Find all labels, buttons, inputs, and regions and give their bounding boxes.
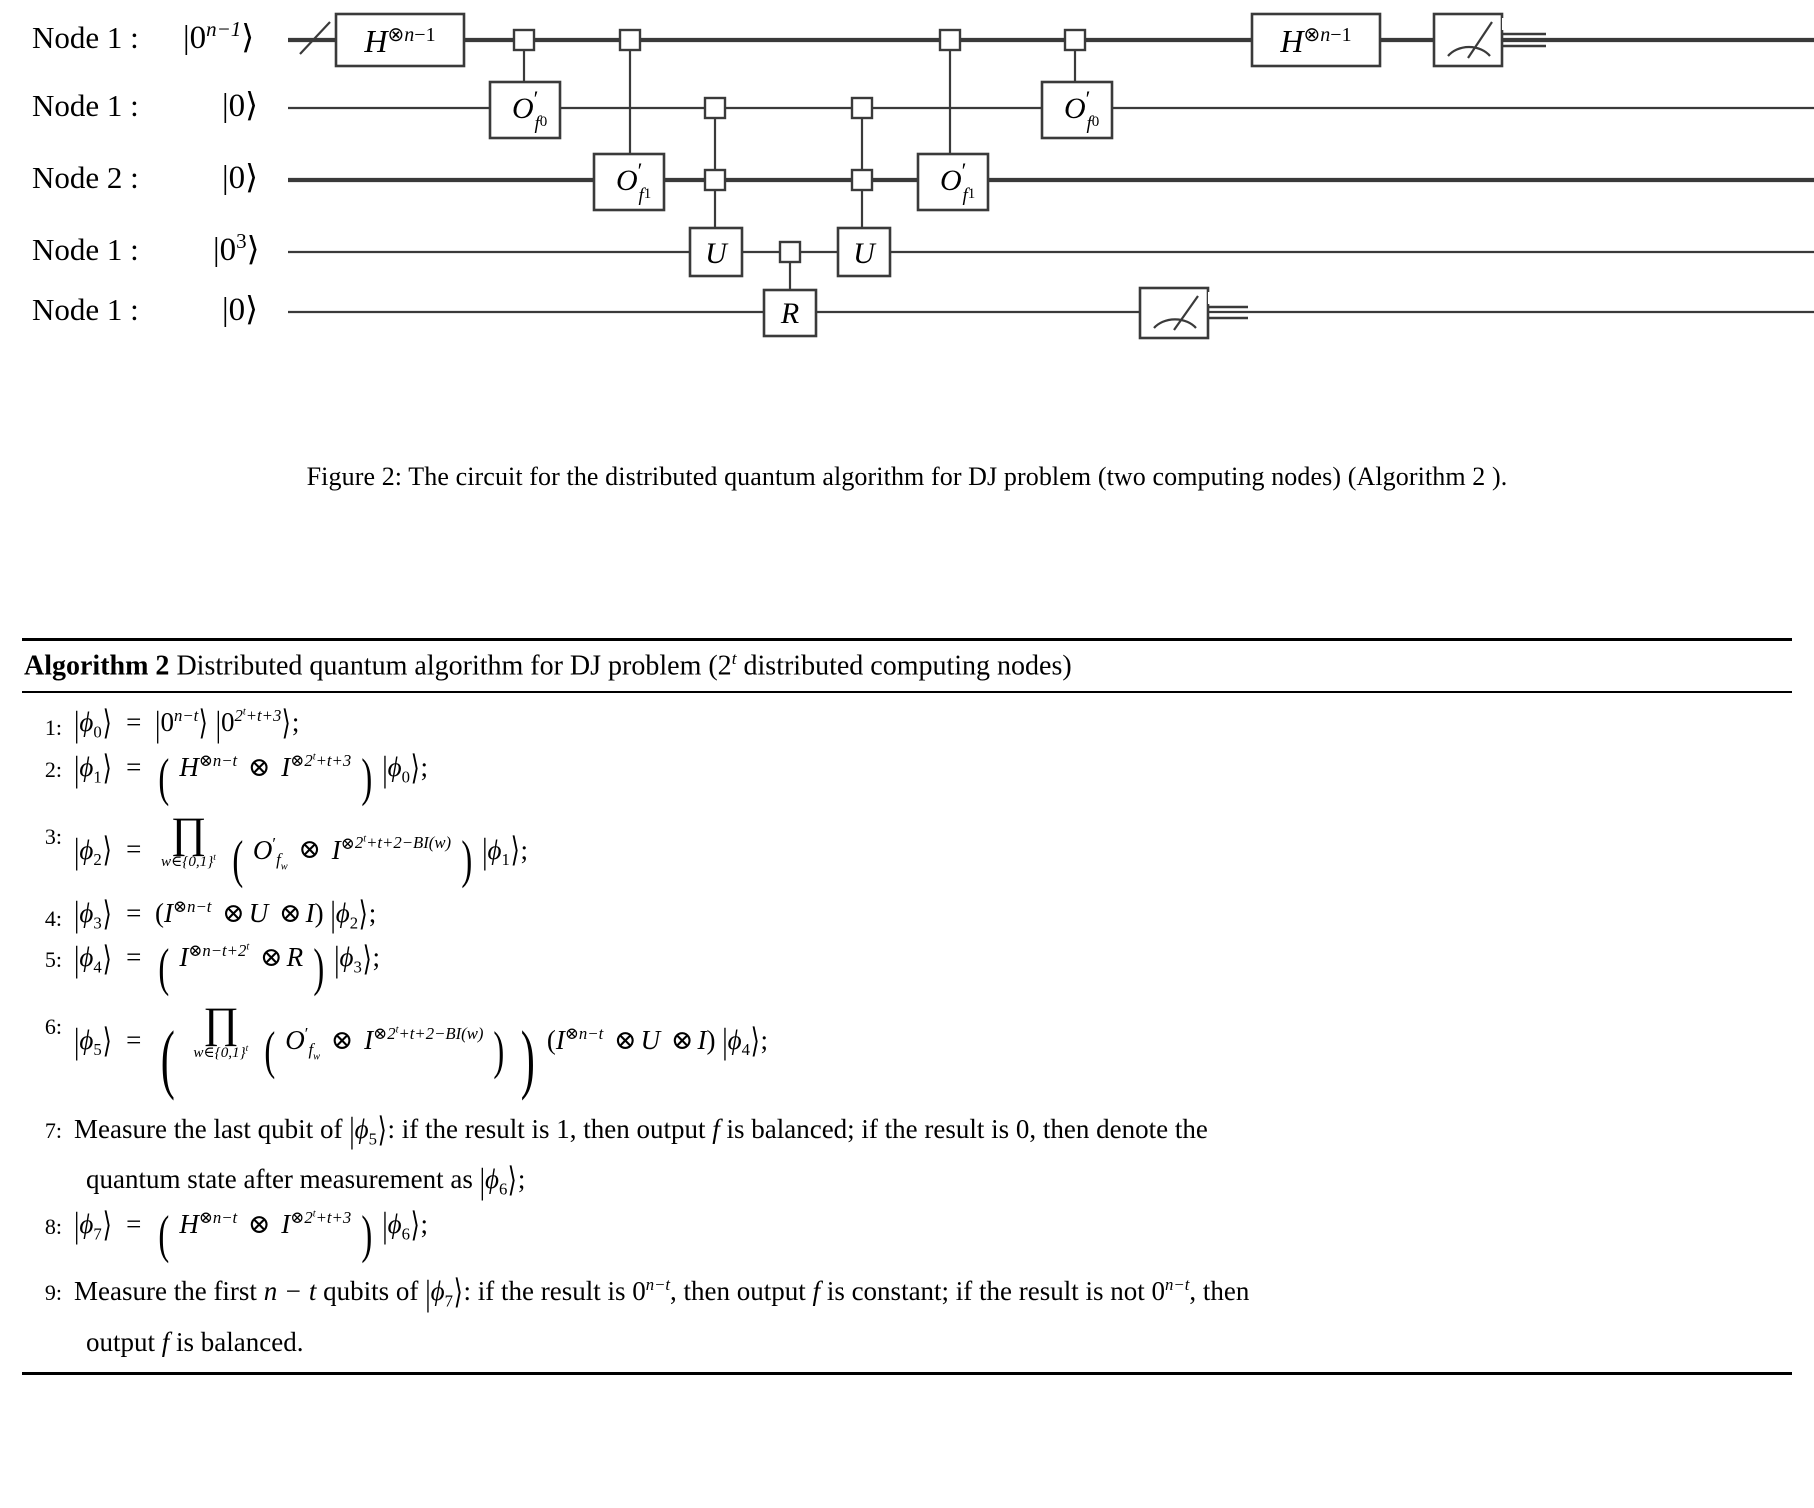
- gate-oracle-f0-second[interactable]: [1042, 82, 1112, 138]
- algorithm-line-5: [22, 935, 1792, 1002]
- mask-bottom: [1208, 292, 1250, 304]
- gate-h-left-label: $H^{\otimes n-1}$: [364, 23, 436, 59]
- control-square-5[interactable]: [852, 170, 872, 190]
- line7-f: f: [712, 1113, 720, 1144]
- line-number: 8:: [44, 1213, 62, 1239]
- line-content: [74, 1271, 1792, 1313]
- line9-sup1: n−t: [645, 1275, 671, 1295]
- line-number: 5:: [44, 947, 62, 973]
- gate-oracle-f0-second-label: O′ $_{f0}$: [1064, 85, 1100, 134]
- line9-text-e: is constant; if the result is not 0: [826, 1276, 1166, 1307]
- line-content: $|\phi_2⟩$ = ∏ $w\in\{0,1\}^t$ ( $O'_{f_w}$ ⊗ $I^{\otimes 2^t+t+2-BI(w)}$ ) $|\phi_1⟩$;: [74, 809, 528, 890]
- line-content: $|\phi_3⟩ = (I^{\otimes n-t}$ ⊗ U ⊗ I) $|\phi_2⟩$;: [74, 893, 377, 935]
- algorithm-line-9-cont: [22, 1317, 1792, 1360]
- wire-state-3: $|0^3⟩$: [213, 229, 260, 268]
- mask-top: [1502, 18, 1548, 30]
- line7-text-c: is balanced; if the result is 0, then denote the: [726, 1113, 1208, 1144]
- line9-ket7: $|\phi_7⟩$: [425, 1272, 463, 1313]
- line-number: 9:: [44, 1280, 62, 1306]
- line7-ket6: $|\phi_6⟩$: [479, 1160, 518, 1201]
- line-content: $|\phi_4⟩$ = ( $I^{\otimes n-t+2^t}$ ⊗ R ) $|\phi_3⟩$;: [74, 938, 380, 998]
- wire-label-1: Node 1 :: [32, 88, 139, 123]
- quantum-circuit-figure: [0, 0, 1814, 400]
- line7-text-e: ;: [517, 1164, 526, 1195]
- line9-text-b: qubits of: [323, 1276, 419, 1307]
- algorithm-line-3: [22, 809, 1792, 894]
- gate-oracle-f1-first-label: O′ $_{f1}$: [616, 157, 652, 206]
- line-number: 2:: [44, 756, 62, 782]
- measurement-top-box: [1434, 14, 1502, 66]
- line9-sup2: n−t: [1165, 1275, 1190, 1295]
- line-content: $|\phi_5⟩$ = ( ∏ $w\in\{0,1\}^t$ ( $O'_{f_w}$ ⊗ $I^{\otimes 2^t+t+2-BI(w)}$ ) ) ($I^{\otimes n-t}$ ⊗ U ⊗ I) $|\phi_4⟩$;: [74, 999, 769, 1102]
- line9-f2: f: [161, 1326, 170, 1357]
- algorithm-title-rest: Distributed quantum algorithm for DJ problem (2: [176, 650, 732, 682]
- wire-state-4: |0⟩: [222, 292, 258, 328]
- algorithm-title: [22, 641, 1792, 691]
- line-content: [74, 1109, 1792, 1151]
- control-square-1[interactable]: [620, 30, 640, 50]
- algorithm-title-sup: t: [731, 649, 737, 668]
- gate-u-second-label: U: [853, 237, 875, 270]
- line9-text-a: Measure the first: [74, 1276, 257, 1307]
- wire-state-2: |0⟩: [222, 160, 258, 196]
- line-number: 1:: [44, 715, 62, 741]
- line-number: 6:: [44, 1013, 62, 1039]
- algorithm-line-8: [22, 1202, 1792, 1269]
- line9-text-g: output: [86, 1326, 156, 1357]
- gate-oracle-f1-first[interactable]: [594, 154, 664, 210]
- control-square-8[interactable]: [780, 242, 800, 262]
- control-square-6[interactable]: [940, 30, 960, 50]
- algorithm-line-9: [22, 1268, 1792, 1316]
- product-operator: ∏ $w\in\{0,1\}^t$: [193, 999, 249, 1061]
- line-content: $|\phi_0⟩$ = $|0^{n-t}⟩$ $|0^{2^t+t+3}⟩$;: [74, 703, 300, 745]
- algorithm-line-6: [22, 999, 1792, 1106]
- line9-nt: n − t: [263, 1276, 317, 1307]
- gate-u-first[interactable]: [690, 228, 742, 276]
- algorithm-line-1: [22, 703, 1792, 745]
- control-square-7[interactable]: [1065, 30, 1085, 50]
- line-number: 4:: [44, 905, 62, 931]
- algorithm-title-bold: Algorithm 2: [24, 650, 170, 682]
- line7-ket5: $|\phi_5⟩$: [349, 1109, 387, 1151]
- gate-u-second[interactable]: [838, 228, 890, 276]
- line-number: 3:: [44, 823, 62, 849]
- line-number: 7:: [44, 1117, 62, 1143]
- product-operator: ∏ $w\in\{0,1\}^t$: [161, 809, 216, 871]
- line9-text-f: , then: [1189, 1276, 1250, 1307]
- wire-label-4: Node 1 :: [32, 292, 139, 327]
- gate-u-first-label: U: [705, 237, 727, 270]
- gate-h-right[interactable]: [1252, 14, 1380, 66]
- measurement-bottom-box: [1140, 288, 1208, 338]
- algorithm-line-2: [22, 745, 1792, 812]
- gate-h-left[interactable]: [336, 14, 464, 66]
- line9-f1: f: [812, 1276, 821, 1307]
- line7-text-a: Measure the last qubit of: [74, 1113, 343, 1144]
- control-square-2[interactable]: [705, 98, 725, 118]
- algorithm-line-7: [22, 1106, 1792, 1154]
- wire-label-2: Node 2 :: [32, 160, 139, 195]
- line7-text-d: quantum state after measurement as: [86, 1164, 473, 1195]
- algorithm-title-tail: distributed computing nodes): [736, 650, 1072, 682]
- line-content: $|\phi_1⟩$ = ( $H^{\otimes n-t}$ ⊗ $I^{\otimes 2^t+t+3}$ ) $|\phi_0⟩$;: [74, 748, 429, 807]
- line9-text-d: , then output: [670, 1276, 806, 1307]
- gate-r-label: R: [780, 297, 800, 330]
- wire-labels: [32, 17, 259, 328]
- gate-r[interactable]: [764, 290, 816, 336]
- line9-text-c: : if the result is 0: [463, 1276, 646, 1307]
- control-square-4[interactable]: [852, 98, 872, 118]
- wire-label-3: Node 1 :: [32, 232, 139, 267]
- figure-caption: Figure 2: The circuit for the distributed quantum algorithm for DJ problem (two computing nodes) (Algorithm 2 ).: [306, 462, 1508, 491]
- line9-text-h: is balanced.: [176, 1326, 304, 1357]
- algorithm-line-7-cont: [22, 1154, 1792, 1201]
- algorithm-body: [22, 693, 1792, 1371]
- gate-oracle-f1-second-label: O′ $_{f1}$: [940, 157, 976, 206]
- gate-oracle-f0-first[interactable]: [490, 82, 560, 138]
- control-square-0[interactable]: [514, 30, 534, 50]
- algorithm-line-4: [22, 894, 1792, 936]
- line-content: $|\phi_7⟩$ = ( $H^{\otimes n-t}$ ⊗ $I^{\otimes 2^t+t+3}$ ) $|\phi_6⟩$;: [74, 1204, 429, 1264]
- wire-label-0: Node 1 :: [32, 20, 139, 55]
- gate-oracle-f1-second[interactable]: [918, 154, 988, 210]
- circuit-svg: [0, 0, 1814, 400]
- algorithm-block: [22, 638, 1792, 1375]
- wire-state-1: |0⟩: [222, 88, 258, 124]
- wire-state-0: $|0^{n-1}⟩$: [183, 17, 255, 56]
- gate-h-right-label: $H^{\otimes n-1}$: [1280, 23, 1352, 59]
- control-square-3[interactable]: [705, 170, 725, 190]
- gate-oracle-f0-first-label: O′ $_{f0}$: [512, 85, 548, 134]
- line7-text-b: : if the result is 1, then output: [387, 1113, 706, 1144]
- algorithm-rule-bottom: [22, 1372, 1792, 1375]
